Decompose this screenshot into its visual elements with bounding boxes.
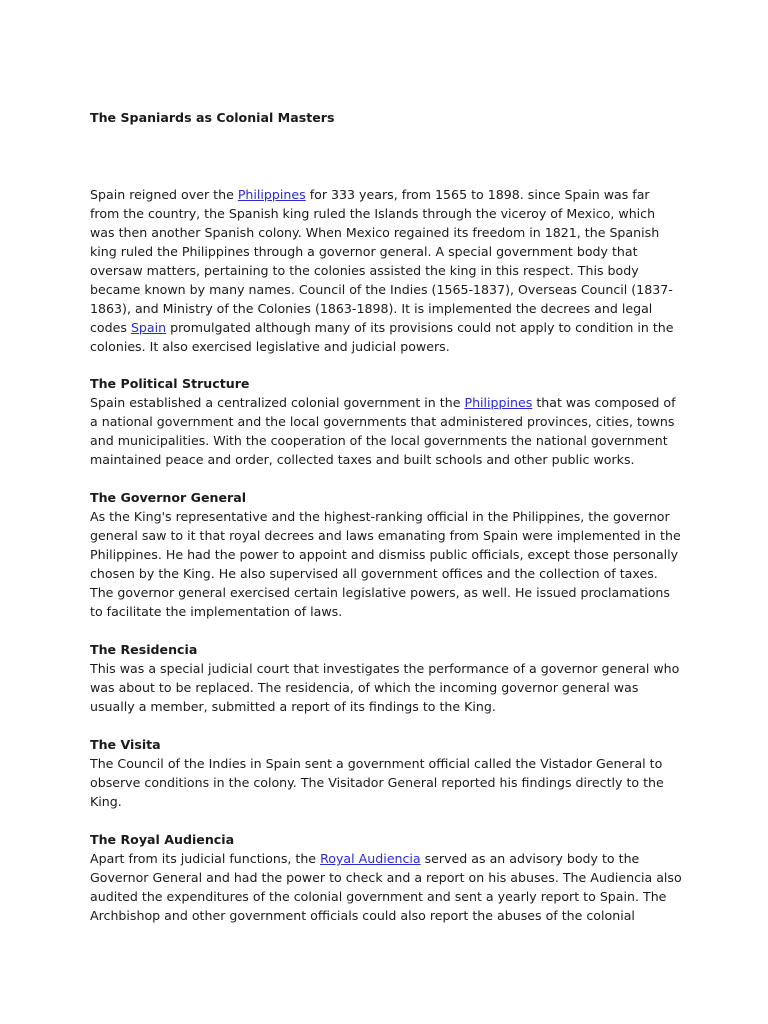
section-heading: The Royal Audiencia — [90, 832, 235, 847]
intro-text-3: promulgated although many of its provisions could not apply to condition in the colonies. It also exercised legislative and judicial powers. — [90, 320, 674, 354]
intro-text-1: Spain reigned over the — [90, 187, 238, 202]
section-heading: The Residencia — [90, 642, 198, 657]
section-paragraph: This was a special judicial court that investigates the performance of a governor general who was about to be replaced. The residencia, of which the incoming governor general was usually a member, submitted a report of its findings to the King. — [90, 661, 680, 714]
section-heading: The Political Structure — [90, 376, 250, 391]
section-heading: The Governor General — [90, 490, 247, 505]
political-text-1: Spain established a centralized colonial government in the — [90, 395, 465, 410]
link-philippines[interactable]: Philippines — [237, 187, 306, 202]
section-paragraph — [90, 849, 682, 925]
section-paragraph: As the King's representative and the highest-ranking official in the Philippines, the governor general saw to it that royal decrees and laws emanating from Spain were implemented in the Philippines. He had the power to appoint and dismiss public officials, except those personally chosen by the King. He also supervised all government offices and the collection of taxes. The governor general exercised certain legislative powers, as well. He issued proclamations to facilitate the implementation of laws. — [90, 509, 681, 619]
section-royal-audiencia — [90, 830, 682, 925]
document-title: The Spaniards as Colonial Masters — [90, 110, 335, 125]
section-visita — [90, 735, 682, 811]
section-governor-general — [90, 488, 682, 621]
audiencia-text-2: served as an advisory body to the Governor General and had the power to check and a report on his abuses. The Audiencia also audited the expenditures of the colonial government and sent a yearly report to Spain. The Archbishop and other government officials could also report the abuses of the colonial — [90, 851, 682, 923]
audiencia-text-1: Apart from its judicial functions, the — [90, 851, 321, 866]
section-paragraph — [90, 393, 682, 469]
section-paragraph: The Council of the Indies in Spain sent a government official called the Vistador General to observe conditions in the colony. The Visitador General reported his findings directly to the King. — [90, 756, 664, 809]
link-spain[interactable]: Spain — [130, 320, 167, 335]
intro-paragraph — [90, 185, 682, 356]
document-page — [90, 108, 682, 944]
section-residencia — [90, 640, 682, 716]
section-political-structure — [90, 374, 682, 469]
political-text-2: that was composed of a national government and the local governments that administered provinces, cities, towns and municipalities. With the cooperation of the local governments the national government maintained peace and order, collected taxes and built schools and other public works. — [90, 395, 676, 467]
intro-text-2: for 333 years, from 1565 to 1898. since Spain was far from the country, the Spanish king ruled the Islands through the viceroy of Mexico, which was then another Spanish colony. When Mexico regained its freedom in 1821, the Spanish king ruled the Philippines through a governor general. A special government body that oversaw matters, pertaining to the colonies assisted the king in this respect. This body became known by many names. Council of the Indies (1565-1837), Overseas Council (1837-1863), and Ministry of the Colonies (1863-1898). It is implemented the decrees and legal codes — [90, 187, 673, 335]
link-philippines-2[interactable]: Philippines — [464, 395, 533, 410]
section-heading: The Visita — [90, 737, 161, 752]
link-royal-audiencia[interactable]: Royal Audiencia — [320, 851, 421, 866]
